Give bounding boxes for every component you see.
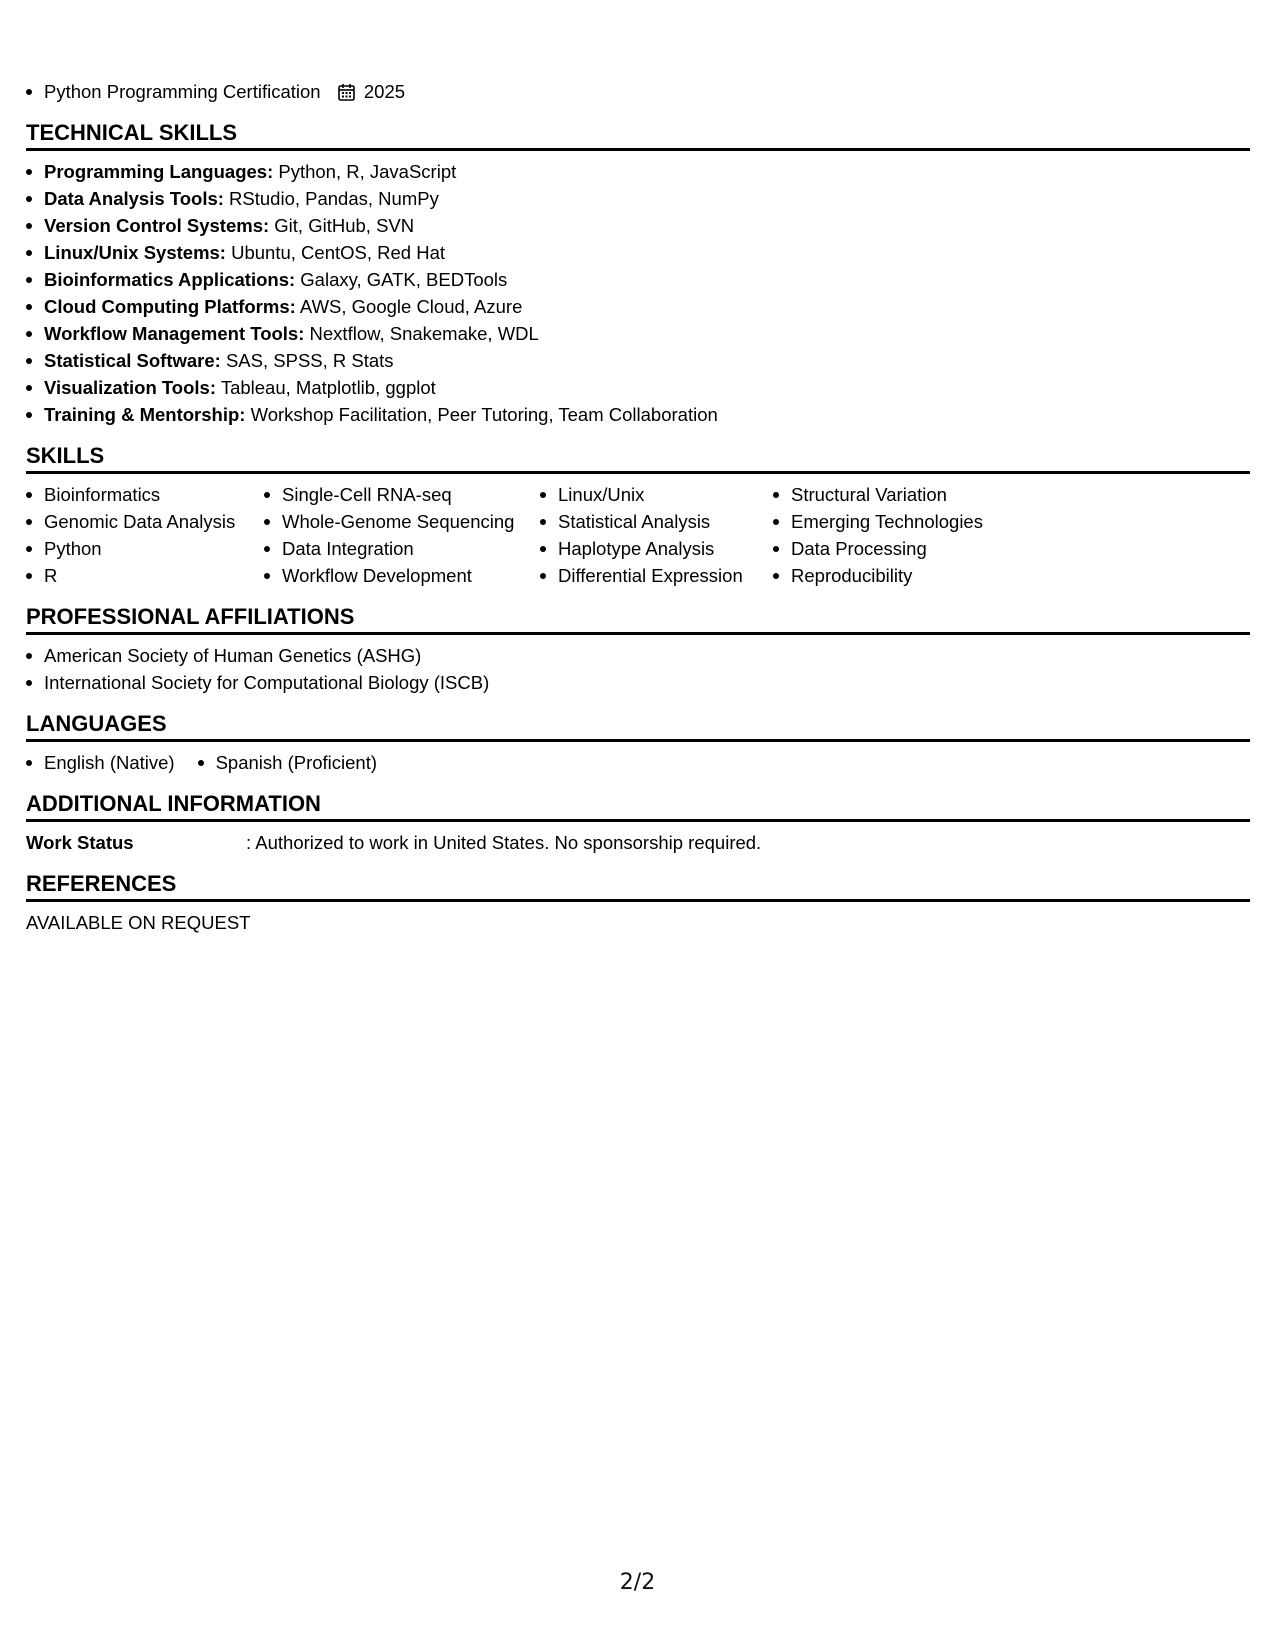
technical-skill-value: Nextflow, Snakemake, WDL xyxy=(304,323,539,344)
technical-skill-value: Workshop Facilitation, Peer Tutoring, Team Collaboration xyxy=(245,404,718,425)
language-item: Spanish (Proficient) xyxy=(198,749,377,776)
skill-item: Genomic Data Analysis xyxy=(26,508,264,535)
skills-grid xyxy=(26,481,1250,589)
technical-skill-value: Git, GitHub, SVN xyxy=(269,215,415,236)
section-title-additional-info: ADDITIONAL INFORMATION xyxy=(26,789,1250,822)
skill-item: Reproducibility xyxy=(773,562,1073,589)
section-title-skills: SKILLS xyxy=(26,441,1250,474)
work-status-row xyxy=(26,829,1250,856)
skill-item: Emerging Technologies xyxy=(773,508,1073,535)
skill-item: Differential Expression xyxy=(540,562,773,589)
resume-content xyxy=(26,78,1250,936)
work-status-label: Work Status xyxy=(26,832,134,853)
technical-skill-label: Training & Mentorship: xyxy=(44,404,246,425)
technical-skill-value: Python, R, JavaScript xyxy=(273,161,457,182)
technical-skill-label: Visualization Tools: xyxy=(44,377,217,398)
section-title-languages: LANGUAGES xyxy=(26,709,1250,742)
technical-skill-label: Programming Languages: xyxy=(44,161,274,182)
skill-item: Haplotype Analysis xyxy=(540,535,773,562)
technical-skill-value: Tableau, Matplotlib, ggplot xyxy=(216,377,436,398)
certification-item xyxy=(26,78,1250,105)
section-title-references: REFERENCES xyxy=(26,869,1250,902)
skill-item: Structural Variation xyxy=(773,481,1073,508)
certification-title: Python Programming Certification xyxy=(44,81,321,102)
technical-skill-item xyxy=(26,239,1250,266)
technical-skill-value: Ubuntu, CentOS, Red Hat xyxy=(225,242,445,263)
language-item: English (Native) xyxy=(26,749,175,776)
technical-skill-label: Statistical Software: xyxy=(44,350,221,371)
technical-skill-item xyxy=(26,374,1250,401)
technical-skill-item xyxy=(26,293,1250,320)
skills-column xyxy=(264,481,540,589)
technical-skill-label: Cloud Computing Platforms: xyxy=(44,296,296,317)
technical-skill-item xyxy=(26,158,1250,185)
technical-skill-item xyxy=(26,212,1250,239)
technical-skill-item xyxy=(26,320,1250,347)
references-section xyxy=(26,869,1250,936)
technical-skill-label: Version Control Systems: xyxy=(44,215,270,236)
technical-skill-item xyxy=(26,401,1250,428)
skill-item: Bioinformatics xyxy=(26,481,264,508)
technical-skill-value: AWS, Google Cloud, Azure xyxy=(295,296,523,317)
technical-skills-section xyxy=(26,118,1250,428)
affiliation-item: American Society of Human Genetics (ASHG) xyxy=(26,642,1250,669)
affiliations-list xyxy=(26,642,1250,696)
skill-item: R xyxy=(26,562,264,589)
skill-item: Linux/Unix xyxy=(540,481,773,508)
technical-skill-item xyxy=(26,185,1250,212)
technical-skill-value: RStudio, Pandas, NumPy xyxy=(223,188,439,209)
skill-item: Whole-Genome Sequencing xyxy=(264,508,540,535)
languages-section xyxy=(26,709,1250,776)
affiliation-item: International Society for Computational Biology (ISCB) xyxy=(26,669,1250,696)
technical-skill-label: Linux/Unix Systems: xyxy=(44,242,226,263)
skill-item: Data Integration xyxy=(264,535,540,562)
section-title-technical-skills: TECHNICAL SKILLS xyxy=(26,118,1250,151)
work-status-value: : Authorized to work in United States. No sponsorship required. xyxy=(246,832,762,853)
affiliations-section xyxy=(26,602,1250,696)
page-number: 2/2 xyxy=(619,1570,656,1595)
technical-skill-label: Data Analysis Tools: xyxy=(44,188,224,209)
technical-skill-item xyxy=(26,347,1250,374)
section-title-affiliations: PROFESSIONAL AFFILIATIONS xyxy=(26,602,1250,635)
technical-skill-label: Bioinformatics Applications: xyxy=(44,269,296,290)
additional-info-section xyxy=(26,789,1250,856)
technical-skill-value: SAS, SPSS, R Stats xyxy=(220,350,394,371)
skills-column xyxy=(540,481,773,589)
references-text: AVAILABLE ON REQUEST xyxy=(26,912,251,933)
technical-skill-value: Galaxy, GATK, BEDTools xyxy=(295,269,508,290)
certification-list xyxy=(26,78,1250,105)
skill-item: Statistical Analysis xyxy=(540,508,773,535)
skill-item: Data Processing xyxy=(773,535,1073,562)
technical-skill-item xyxy=(26,266,1250,293)
skills-column xyxy=(26,481,264,589)
technical-skill-label: Workflow Management Tools: xyxy=(44,323,305,344)
skill-item: Python xyxy=(26,535,264,562)
skill-item: Single-Cell RNA-seq xyxy=(264,481,540,508)
skill-item: Workflow Development xyxy=(264,562,540,589)
skills-section xyxy=(26,441,1250,589)
calendar-icon xyxy=(338,83,355,101)
languages-list xyxy=(26,749,1250,776)
technical-skills-list xyxy=(26,158,1250,428)
skills-column xyxy=(773,481,1073,589)
certification-year: 2025 xyxy=(363,81,406,102)
